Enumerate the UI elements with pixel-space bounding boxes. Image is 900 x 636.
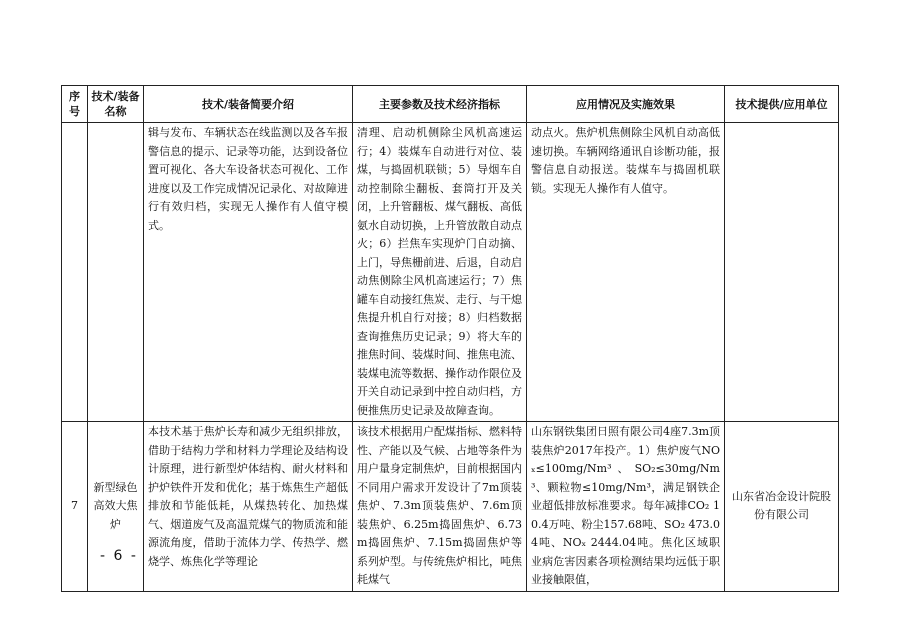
cell-provider: [725, 123, 839, 422]
cell-intro: 辑与发布、车辆状态在线监测以及各车报警信息的提示、记录等功能，达到设备位置可视化、各大车设备状态可视化、工作进度以及工作完成情况记录化、对故障进行有效归档，实现无人操作有人值守模式。: [144, 123, 353, 422]
table-header-row: [62, 86, 839, 123]
cell-application: 动点火。焦炉机焦侧除尘风机自动高低速切换。车辆网络通讯自诊断功能，报警信息自动报送。装煤车与捣固机联锁。实现无人操作有人值守。: [527, 123, 725, 422]
cell-seq: [62, 123, 88, 422]
table-row: [62, 422, 839, 592]
cell-name: [88, 123, 144, 422]
header-seq: 序号: [62, 86, 88, 123]
cell-seq: 7: [62, 422, 88, 592]
header-intro: 技术/装备简要介绍: [144, 86, 353, 123]
table-row: [62, 123, 839, 422]
cell-params: 该技术根据用户配煤指标、燃料特性、产能以及气候、占地等条件为用户量身定制焦炉，目前根据国内不同用户需求开发设计了7m顶装焦炉、7.3m顶装焦炉、7.6m顶装焦炉、6.25m捣固焦炉、6.73m捣固焦炉、7.15m捣固焦炉等系列炉型。与传统焦炉相比，吨焦耗煤气: [353, 422, 527, 592]
header-application: 应用情况及实施效果: [527, 86, 725, 123]
cell-provider: 山东省冶金设计院股份有限公司: [725, 422, 839, 592]
page-number: - 6 -: [100, 548, 138, 564]
header-params: 主要参数及技术经济指标: [353, 86, 527, 123]
header-provider: 技术提供/应用单位: [725, 86, 839, 123]
tech-table: [61, 85, 839, 592]
cell-application: 山东钢铁集团日照有限公司4座7.3m顶装焦炉2017年投产。1）焦炉废气NOₓ≤100mg/Nm³、SO₂≤30mg/Nm³、颗粒物≤10mg/Nm³，满足钢铁企业超低排放标准要求。每年减排CO₂ 10.4万吨、粉尘157.68吨、SO₂ 473.04吨、NOₓ 2444.04吨。焦化区域职业病危害因素各项检测结果均远低于职业接触限值，: [527, 422, 725, 592]
header-name: 技术/装备名称: [88, 86, 144, 123]
cell-name: 新型绿色高效大焦炉: [88, 422, 144, 592]
cell-intro: 本技术基于焦炉长寿和减少无组织排放，借助于结构力学和材料力学理论及结构设计原理，进行新型炉体结构、耐火材料和护炉铁件开发和优化；基于炼焦生产超低排放和节能低耗，从煤热转化、加热煤气、烟道废气及高温荒煤气的物质流和能源流角度，借助于流体力学、传热学、燃烧学、炼焦化学等理论: [144, 422, 353, 592]
cell-params: 清理、启动机侧除尘风机高速运行；4）装煤车自动进行对位、装煤，与捣固机联锁；5）导烟车自动控制除尘翻板、套筒打开及关闭，上升管翻板、煤气翻板、高低氨水自动切换，上升管放散自动点火；6）拦焦车实现炉门自动摘、上门，导焦栅前进、后退，自动启动焦侧除尘风机高速运行；7）焦罐车自动接红焦炭、走行、与干熄焦提升机自行对接；8）归档数据查询推焦历史记录；9）将大车的推焦时间、装煤时间、推焦电流、装煤电流等数据、操作动作限位及开关自动记录到中控自动归档，方便推焦历史记录及故障查询。: [353, 123, 527, 422]
